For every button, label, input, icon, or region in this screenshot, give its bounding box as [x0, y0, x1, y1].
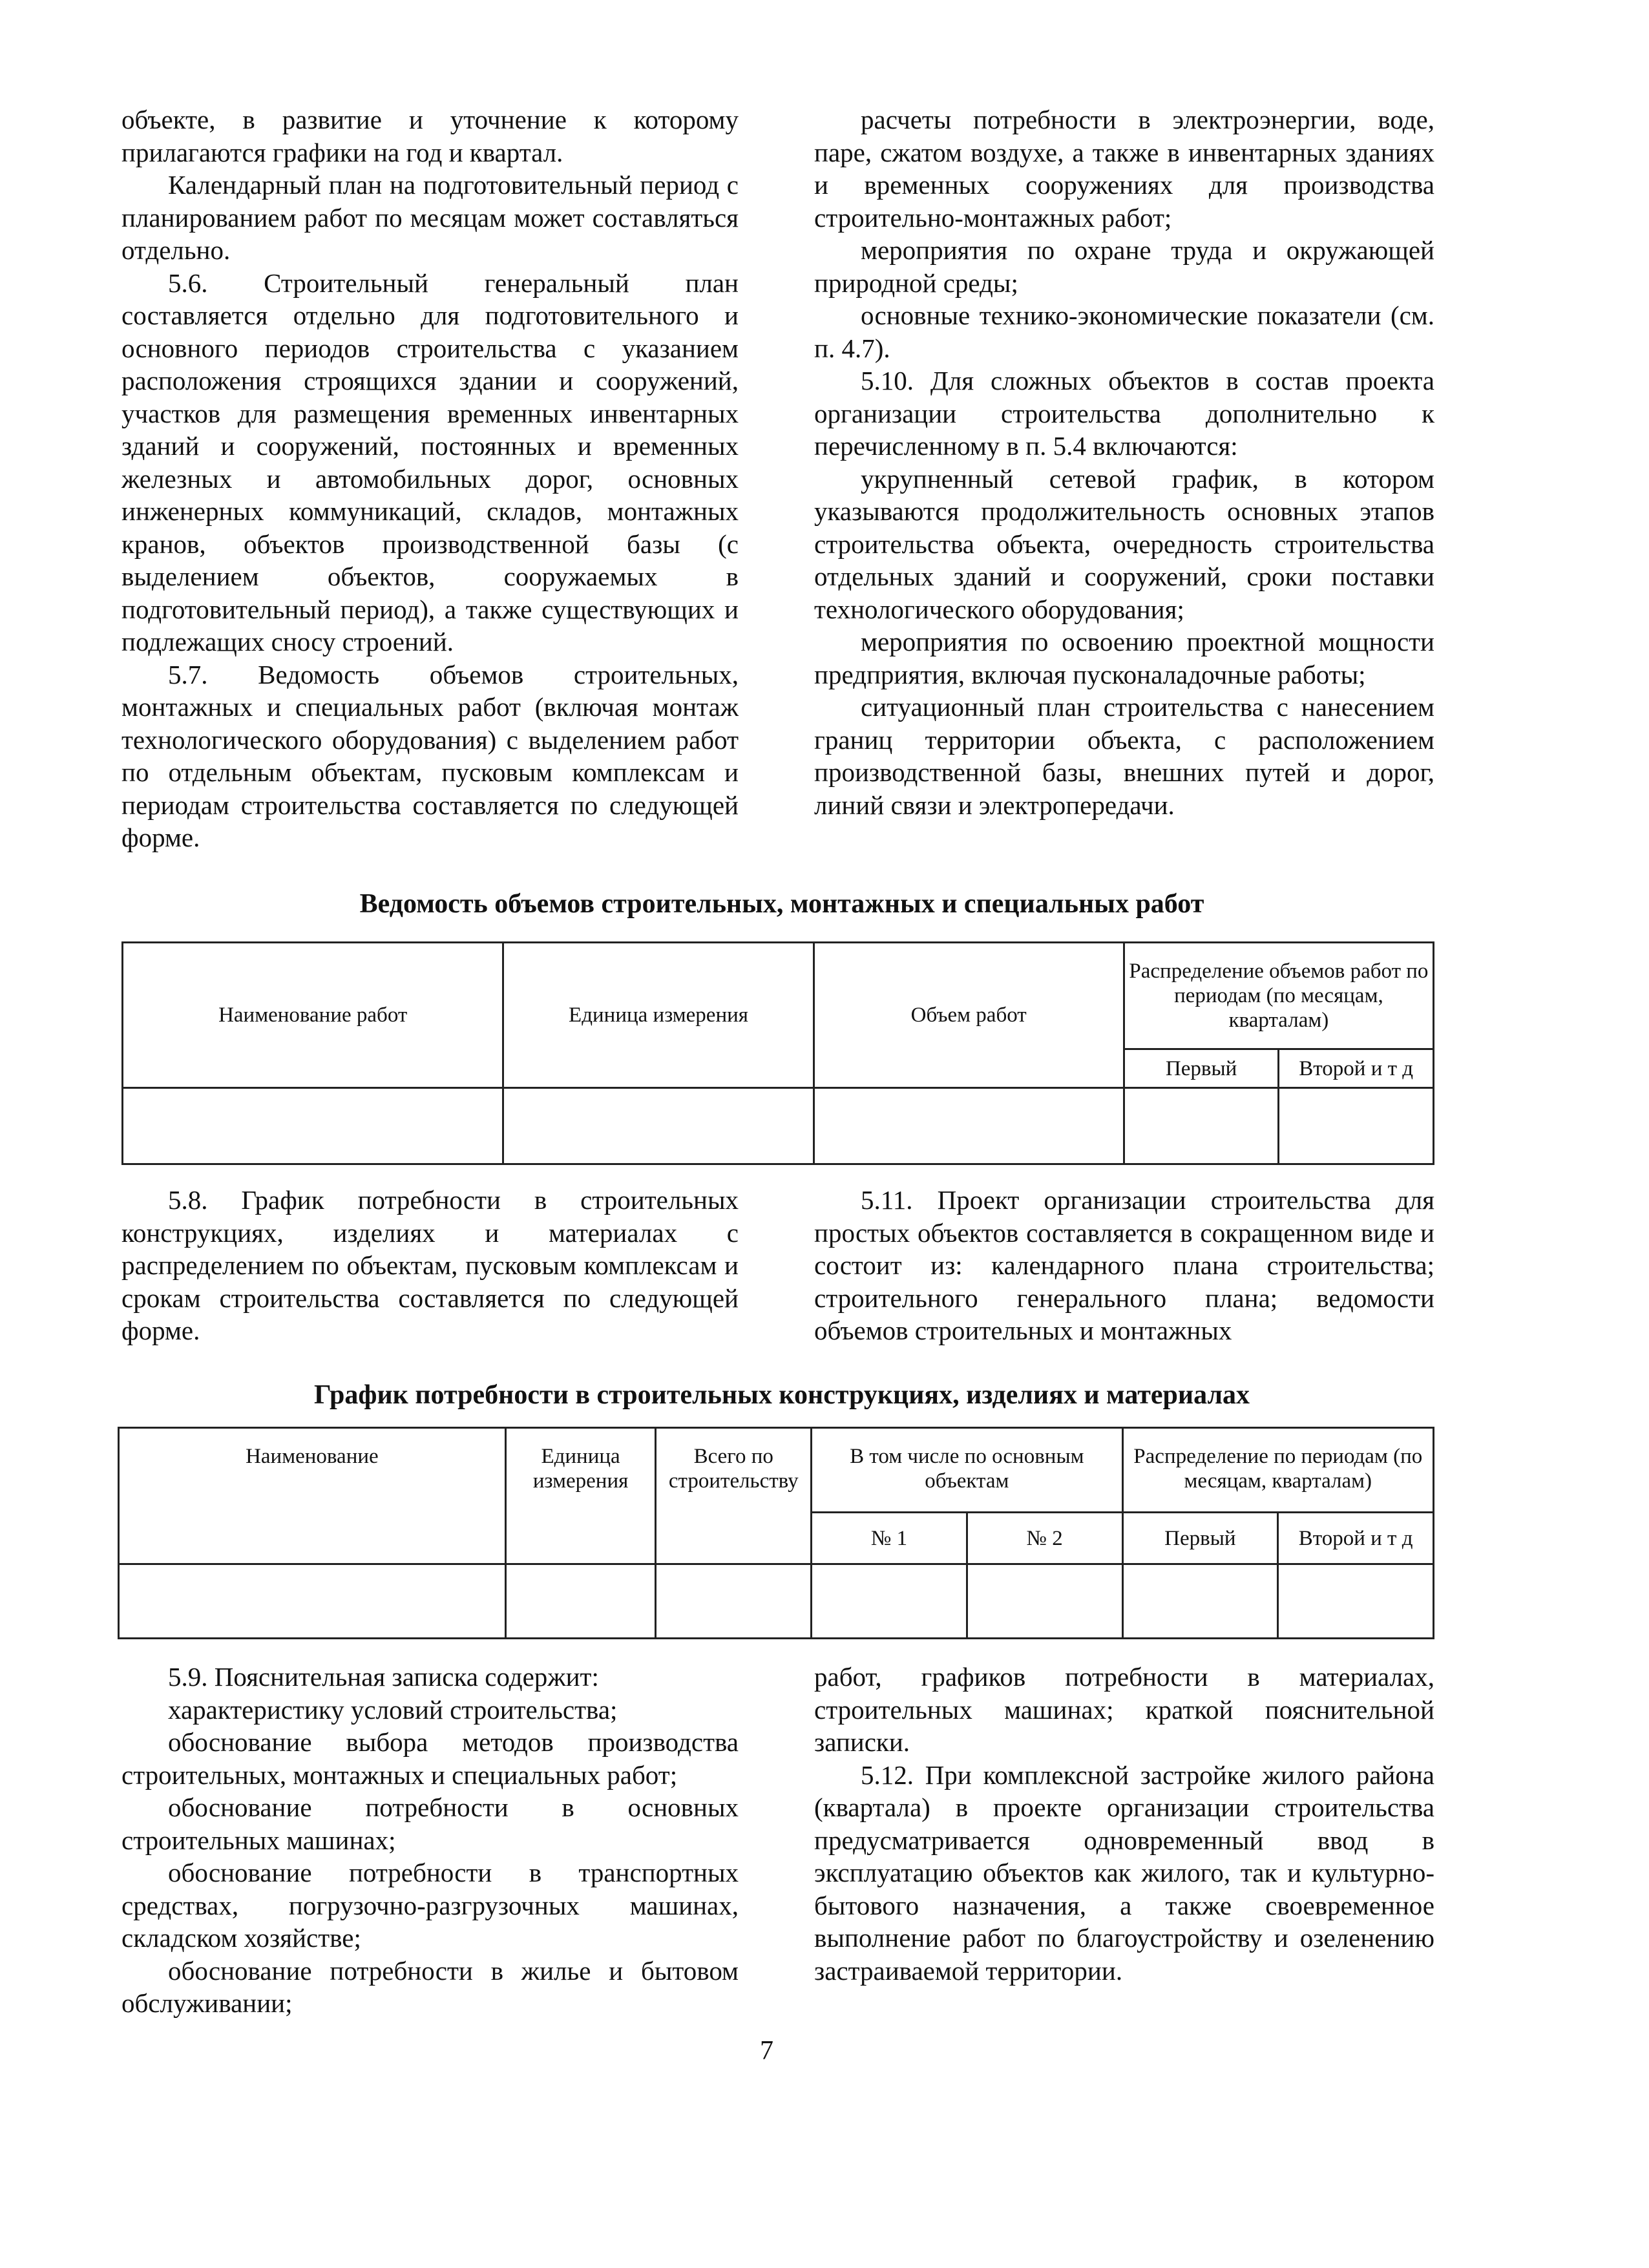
paragraph: характеристику условий строительства;	[168, 1694, 618, 1725]
paragraph: обоснование потребности в жилье и бытовом обслуживании;	[121, 1955, 739, 2018]
header-name: Наименование	[119, 1428, 506, 1564]
paragraph: работ, графиков потребности в материалах, строительных машинах; краткой пояснительной записки.	[814, 1662, 1434, 1757]
table-cell	[1278, 1564, 1434, 1639]
table-cell	[656, 1564, 812, 1639]
table-cell	[505, 1564, 656, 1639]
table-cell	[967, 1564, 1122, 1639]
paragraph: расчеты потребности в электроэнергии, воде, паре, сжатом воздухе, а также в инвентарных зданиях и временных сооружениях для производства строительно-монтажных работ;	[814, 105, 1434, 233]
header-unit: Единица измерения	[503, 943, 814, 1088]
header-total: Всего по строительству	[656, 1428, 812, 1564]
table1-title: Ведомость объемов строительных, монтажных и специальных работ	[359, 889, 1204, 919]
table-cell	[1279, 1088, 1434, 1164]
header-volume: Объем работ	[814, 943, 1124, 1088]
text-column-right-bottom	[814, 1661, 1434, 1987]
header-period-distribution: Распределение объемов работ по периодам (по месяцам, кварталам)	[1124, 943, 1433, 1049]
text-column-left-bottom	[121, 1661, 739, 2020]
paragraph: 5.8. График потребности в строительных конструкциях, изделиях и материалах с распределением по объектам, пусковым комплексам и срокам строительства составляется по следующей форме.	[121, 1185, 739, 1345]
paragraph: мероприятия по охране труда и окружающей природной среды;	[814, 235, 1434, 298]
table-cell	[503, 1088, 814, 1164]
header-second-period: Второй и т д	[1279, 1049, 1434, 1088]
text-column-right-mid	[814, 1184, 1434, 1347]
paragraph: 5.7. Ведомость объемов строительных, монтажных и специальных работ (включая монтаж технологического оборудования) с выделением работ по отдельным объектам, пусковым комплексам и периодам строительства составляется по следующей форме.	[121, 659, 739, 852]
text-column-left-mid	[121, 1184, 739, 1347]
table-cell	[812, 1564, 967, 1639]
header-main-objects: В том числе по основным объектам	[812, 1428, 1122, 1513]
header-object-1: № 1	[812, 1513, 967, 1564]
header-unit: Единица измерения	[505, 1428, 656, 1564]
table-row	[123, 1088, 1434, 1164]
work-volumes-table	[121, 941, 1434, 1165]
table-cell	[1124, 1088, 1279, 1164]
paragraph: 5.11. Проект организации строительства для простых объектов составляется в сокращенном виде и состоит из: календарного плана строительства; строительного генерального плана; ведомости объемов строительных и монтажных	[814, 1185, 1434, 1345]
table-cell	[1122, 1564, 1278, 1639]
paragraph: ситуационный план строительства с нанесением границ территории объекта, с расположением производственной базы, внешних путей и дорог, линий связи и электропередачи.	[814, 692, 1434, 820]
header-period-distribution: Распределение по периодам (по месяцам, кварталам)	[1122, 1428, 1433, 1513]
header-work-name: Наименование работ	[123, 943, 503, 1088]
paragraph: 5.6. Строительный генеральный план составляется отдельно для подготовительного и основного периодов строительства с указанием расположения строящихся здании и сооружений, участков для размещения временных инвентарных зданий и сооружений, постоянных и временных железных и автомобильных дорог, основных инженерных коммуникаций, складов, монтажных кранов, объектов производственной базы (с выделением объектов, сооружаемых в подготовительный период), а также существующих и подлежащих сносу строений.	[121, 268, 739, 656]
header-object-2: № 2	[967, 1513, 1122, 1564]
table-cell	[814, 1088, 1124, 1164]
header-first-period: Первый	[1122, 1513, 1278, 1564]
text-column-right-top	[814, 103, 1434, 821]
table-cell	[123, 1088, 503, 1164]
paragraph: основные технико-экономические показатели (см. п. 4.7).	[814, 300, 1434, 363]
header-first-period: Первый	[1124, 1049, 1279, 1088]
paragraph: обоснование потребности в транспортных средствах, погрузочно-разгрузочных машинах, складском хозяйстве;	[121, 1858, 739, 1953]
table2-title: График потребности в строительных конструкциях, изделиях и материалах	[313, 1380, 1250, 1410]
paragraph: 5.12. При комплексной застройке жилого района (квартала) в проекте организации строительства предусматривается одновременный ввод в эксплуатацию объектов как жилого, так и культурно-бытового назначения, а также своевременное выполнение работ по благоустройству и озеленению застраиваемой территории.	[814, 1759, 1434, 1986]
materials-demand-table	[118, 1427, 1434, 1639]
paragraph: укрупненный сетевой график, в котором указываются продолжительность основных этапов строительства объекта, очередность строительства отдельных зданий и сооружений, сроки поставки технологического оборудования;	[814, 463, 1434, 624]
paragraph: 5.10. Для сложных объектов в состав проекта организации строительства дополнительно к перечисленному в п. 5.4 включаются:	[814, 366, 1434, 461]
header-second-period: Второй и т д	[1278, 1513, 1434, 1564]
paragraph: обоснование выбора методов производства строительных, монтажных и специальных работ;	[121, 1727, 739, 1790]
page-number: 7	[760, 2036, 773, 2066]
paragraph: мероприятия по освоению проектной мощности предприятия, включая пусконаладочные работы;	[814, 627, 1434, 689]
table-cell	[119, 1564, 506, 1639]
paragraph: 5.9. Пояснительная записка содержит:	[168, 1662, 599, 1692]
text-column-left-top	[121, 103, 739, 854]
paragraph: Календарный план на подготовительный период с планированием работ по месяцам может составляться отдельно.	[121, 170, 739, 265]
table-row	[119, 1564, 1434, 1639]
paragraph: объекте, в развитие и уточнение к которому прилагаются графики на год и квартал.	[121, 105, 739, 167]
paragraph: обоснование потребности в основных строительных машинах;	[121, 1792, 739, 1855]
